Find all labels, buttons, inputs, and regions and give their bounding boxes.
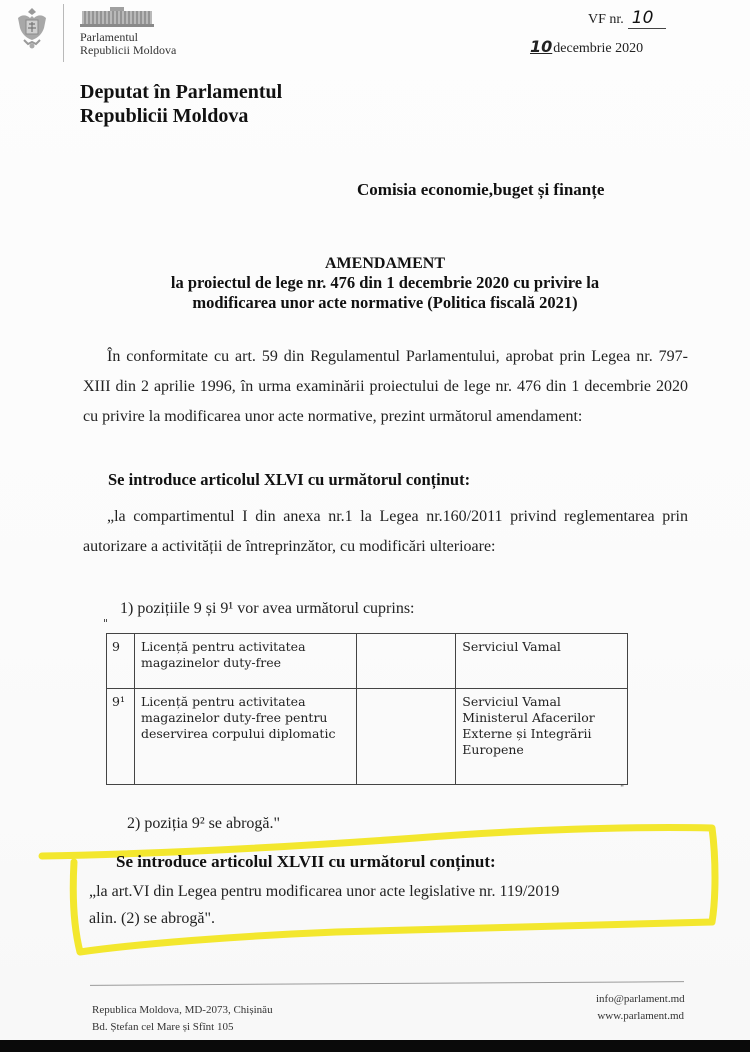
table-row: [107, 689, 628, 785]
institution-name: [80, 31, 176, 57]
article-xlvii-text-line-2: alin. (2) se abrogă".: [89, 910, 216, 927]
quote-close-mark: ": [620, 784, 625, 794]
author-line-2: Republicii Moldova: [80, 105, 249, 127]
coat-of-arms-icon: [14, 6, 50, 50]
footer-contact: [596, 991, 684, 1025]
row-authority: Serviciul Vamal Ministerul Afacerilor Externe și Integrării Europene: [456, 689, 628, 785]
document-date: [530, 37, 643, 57]
item-2-text: 2) poziția 9² se abrogă.": [127, 815, 281, 832]
amendment-table: [106, 633, 628, 785]
intro-paragraph: În conformitate cu art. 59 din Regulamentul Parlamentului, aprobat prin Legea nr. 797-XIII din 2 aprilie 1996, în urma examinării proiectului de lege nr. 476 din 1 decembrie 2020 cu privire la modificarea unor acte normative, prezint următorul amendament:: [83, 348, 688, 425]
parliament-building-icon: [80, 6, 154, 28]
date-month-year: decembrie 2020: [553, 41, 644, 56]
footer-email-link[interactable]: info@parlament.md: [596, 993, 685, 1005]
footer-address: [92, 1002, 273, 1036]
footer-website-link[interactable]: www.parlament.md: [597, 1010, 684, 1022]
recipient-committee: Comisia economie,buget și finanțe: [357, 180, 605, 199]
article-xlvii-text: [89, 878, 709, 932]
title-main: AMENDAMENT: [325, 255, 445, 272]
article-xlvii-heading: Se introduce articolul XLVII cu următorul conținut:: [116, 852, 496, 871]
row-number: 9¹: [107, 689, 135, 785]
vf-number-line: [588, 8, 666, 29]
vf-label: VF nr.: [588, 12, 624, 27]
vf-number-handwritten: 10: [628, 8, 666, 29]
row-authority: Serviciul Vamal: [456, 634, 628, 689]
row-empty-cell: [356, 634, 456, 689]
quote-open-mark: ": [103, 617, 109, 630]
document-title: [80, 255, 690, 313]
row-number: 9: [107, 634, 135, 689]
footer-divider: [90, 981, 684, 986]
table-row: [107, 634, 628, 689]
row-empty-cell: [356, 689, 456, 785]
row-description: Licență pentru activitatea magazinelor duty-free pentru deservirea corpului diplomatic: [134, 689, 356, 785]
article-xlvi-heading: Se introduce articolul XLVI cu următorul conținut:: [108, 470, 471, 489]
author-block: [80, 80, 282, 128]
article-xlvi-text: „la compartimentul I din anexa nr.1 la Legea nr.160/2011 privind reglementarea prin autorizare a activității de întreprinzător, cu modificări ulterioare:: [83, 508, 688, 555]
title-sub-line-2: modificarea unor acte normative (Politica fiscală 2021): [192, 293, 578, 312]
footer-address-line-2: Bd. Ștefan cel Mare și Sfînt 105: [92, 1021, 234, 1033]
institution-line-1: Parlamentul: [80, 30, 138, 44]
row-description: Licență pentru activitatea magazinelor duty-free: [134, 634, 356, 689]
header-divider: [63, 4, 64, 62]
article-xlvii-text-line-1: „la art.VI din Legea pentru modificarea unor acte legislative nr. 119/2019: [89, 883, 560, 900]
institution-line-2: Republicii Moldova: [80, 43, 177, 57]
title-sub-line-1: la proiectul de lege nr. 476 din 1 decembrie 2020 cu privire la: [170, 273, 600, 292]
screen-bottom-bar: [0, 1040, 750, 1052]
footer-address-line-1: Republica Moldova, MD-2073, Chișinău: [92, 1004, 273, 1016]
date-day-handwritten: 10: [530, 37, 553, 56]
item-1-text: 1) pozițiile 9 și 9¹ vor avea următorul cuprins:: [120, 600, 415, 617]
author-line-1: Deputat în Parlamentul: [80, 81, 283, 103]
